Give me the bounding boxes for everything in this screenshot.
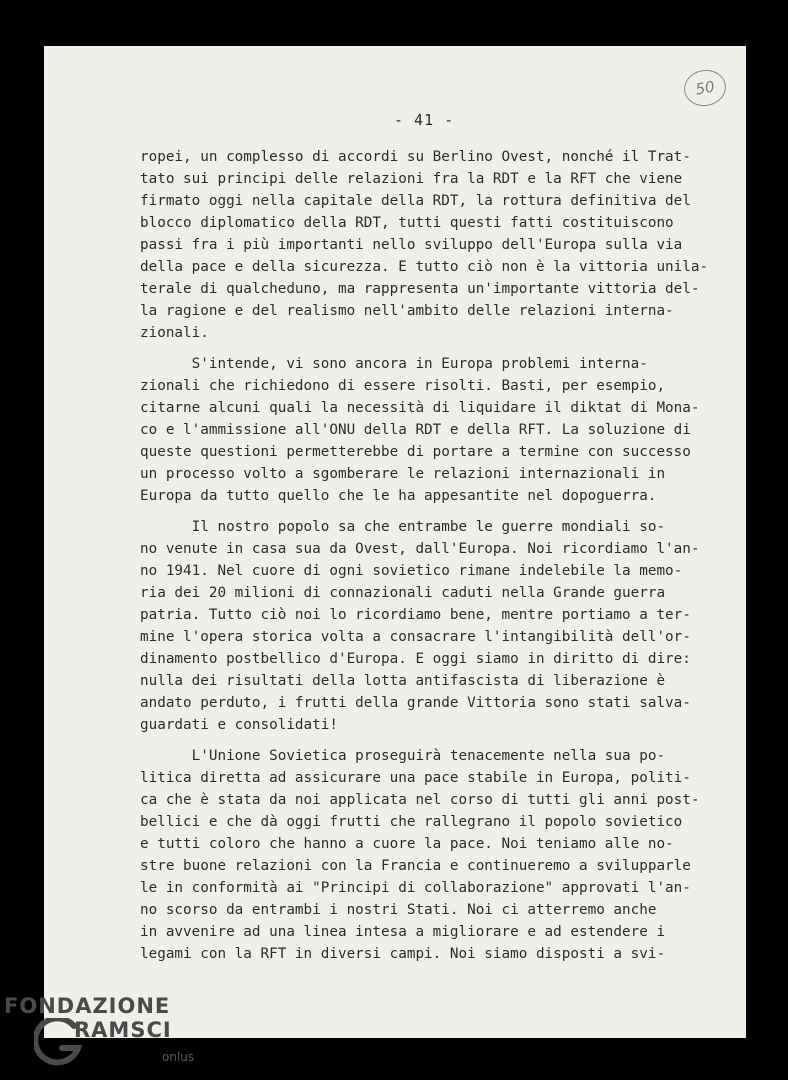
text-line: bellici e che dà oggi frutti che rallegrano il popolo sovietico [140, 814, 683, 830]
text-line: ria dei 20 milioni di connazionali caduti nella Grande guerra [140, 585, 666, 601]
text-line: ca che è stata da noi applicata nel corso di tutti gli anni post- [140, 792, 700, 808]
text-line: le in conformità ai "Principi di collaborazione" approvati l'an- [140, 880, 691, 896]
text-line: nulla dei risultati della lotta antifascista di liberazione è [140, 673, 666, 689]
text-line: co e l'ammissione all'ONU della RDT e della RFT. La soluzione di [140, 422, 691, 438]
text-line: citarne alcuni quali la necessità di liquidare il diktat di Mona- [140, 400, 700, 416]
text-line: no 1941. Nel cuore di ogni sovietico rimane indelebile la memo- [140, 563, 683, 579]
text-line: queste questioni permetterebbe di portare a termine con successo [140, 444, 691, 460]
text-line: ropei, un complesso di accordi su Berlino Ovest, nonché il Trat- [140, 149, 691, 165]
text-line: legami con la RFT in diversi campi. Noi siamo disposti a svi- [140, 946, 666, 962]
text-line: guardati e consolidati! [140, 717, 338, 733]
archive-number-stamp [681, 67, 729, 110]
watermark-line-1: FONDAZIONE [4, 994, 171, 1018]
paragraph [140, 745, 730, 965]
document-body [140, 146, 730, 974]
page-number: - 41 - [394, 111, 455, 129]
paragraph [140, 353, 730, 507]
paragraph [140, 516, 730, 736]
fondazione-gramsci-watermark [4, 994, 204, 1074]
text-line: litica diretta ad assicurare una pace stabile in Europa, politi- [140, 770, 691, 786]
text-line: no venute in casa sua da Ovest, dall'Europa. Noi ricordiamo l'an- [140, 541, 700, 557]
text-line: mine l'opera storica volta a consacrare l'intangibilità dell'or- [140, 629, 691, 645]
text-line: in avvenire ad una linea intesa a migliorare e ad estendere i [140, 924, 666, 940]
text-line: blocco diplomatico della RDT, tutti questi fatti costituiscono [140, 215, 674, 231]
text-line: un processo volto a sgomberare le relazioni internazionali in [140, 466, 666, 482]
text-line: passi fra i più importanti nello sviluppo dell'Europa sulla via [140, 237, 683, 253]
text-line: zionali che richiedono di essere risolti. Basti, per esempio, [140, 378, 666, 394]
text-line: firmato oggi nella capitale della RDT, la rottura definitiva del [140, 193, 691, 209]
text-line: no scorso da entrambi i nostri Stati. Noi ci atterremo anche [140, 902, 657, 918]
document-page [44, 46, 746, 1038]
text-line: andato perduto, i frutti della grande Vittoria sono stati salva- [140, 695, 691, 711]
watermark-suffix: onlus [162, 1050, 195, 1064]
text-line: dinamento postbellico d'Europa. E oggi siamo in diritto di dire: [140, 651, 691, 667]
text-line: Il nostro popolo sa che entrambe le guerre mondiali so- [140, 519, 666, 535]
text-line: terale di qualcheduno, ma rappresenta un'importante vittoria del- [140, 281, 700, 297]
text-line: la ragione e del realismo nell'ambito delle relazioni interna- [140, 303, 674, 319]
paragraph [140, 146, 730, 344]
text-line: stre buone relazioni con la Francia e continueremo a svilupparle [140, 858, 691, 874]
text-line: tato sui principi delle relazioni fra la RDT e la RFT che viene [140, 171, 683, 187]
text-line: patria. Tutto ciò noi lo ricordiamo bene, mentre portiamo a ter- [140, 607, 691, 623]
text-line: L'Unione Sovietica proseguirà tenacemente nella sua po- [140, 748, 666, 764]
stamp-number: 50 [694, 77, 716, 99]
text-line: e tutti coloro che hanno a cuore la pace. Noi teniamo alle no- [140, 836, 674, 852]
watermark-line-2: RAMSCI [74, 1018, 172, 1042]
text-line: Europa da tutto quello che le ha appesantite nel dopoguerra. [140, 488, 657, 504]
text-line: zionali. [140, 325, 209, 341]
text-line: S'intende, vi sono ancora in Europa problemi interna- [140, 356, 648, 372]
text-line: della pace e della sicurezza. E tutto ciò non è la vittoria unila- [140, 259, 709, 275]
